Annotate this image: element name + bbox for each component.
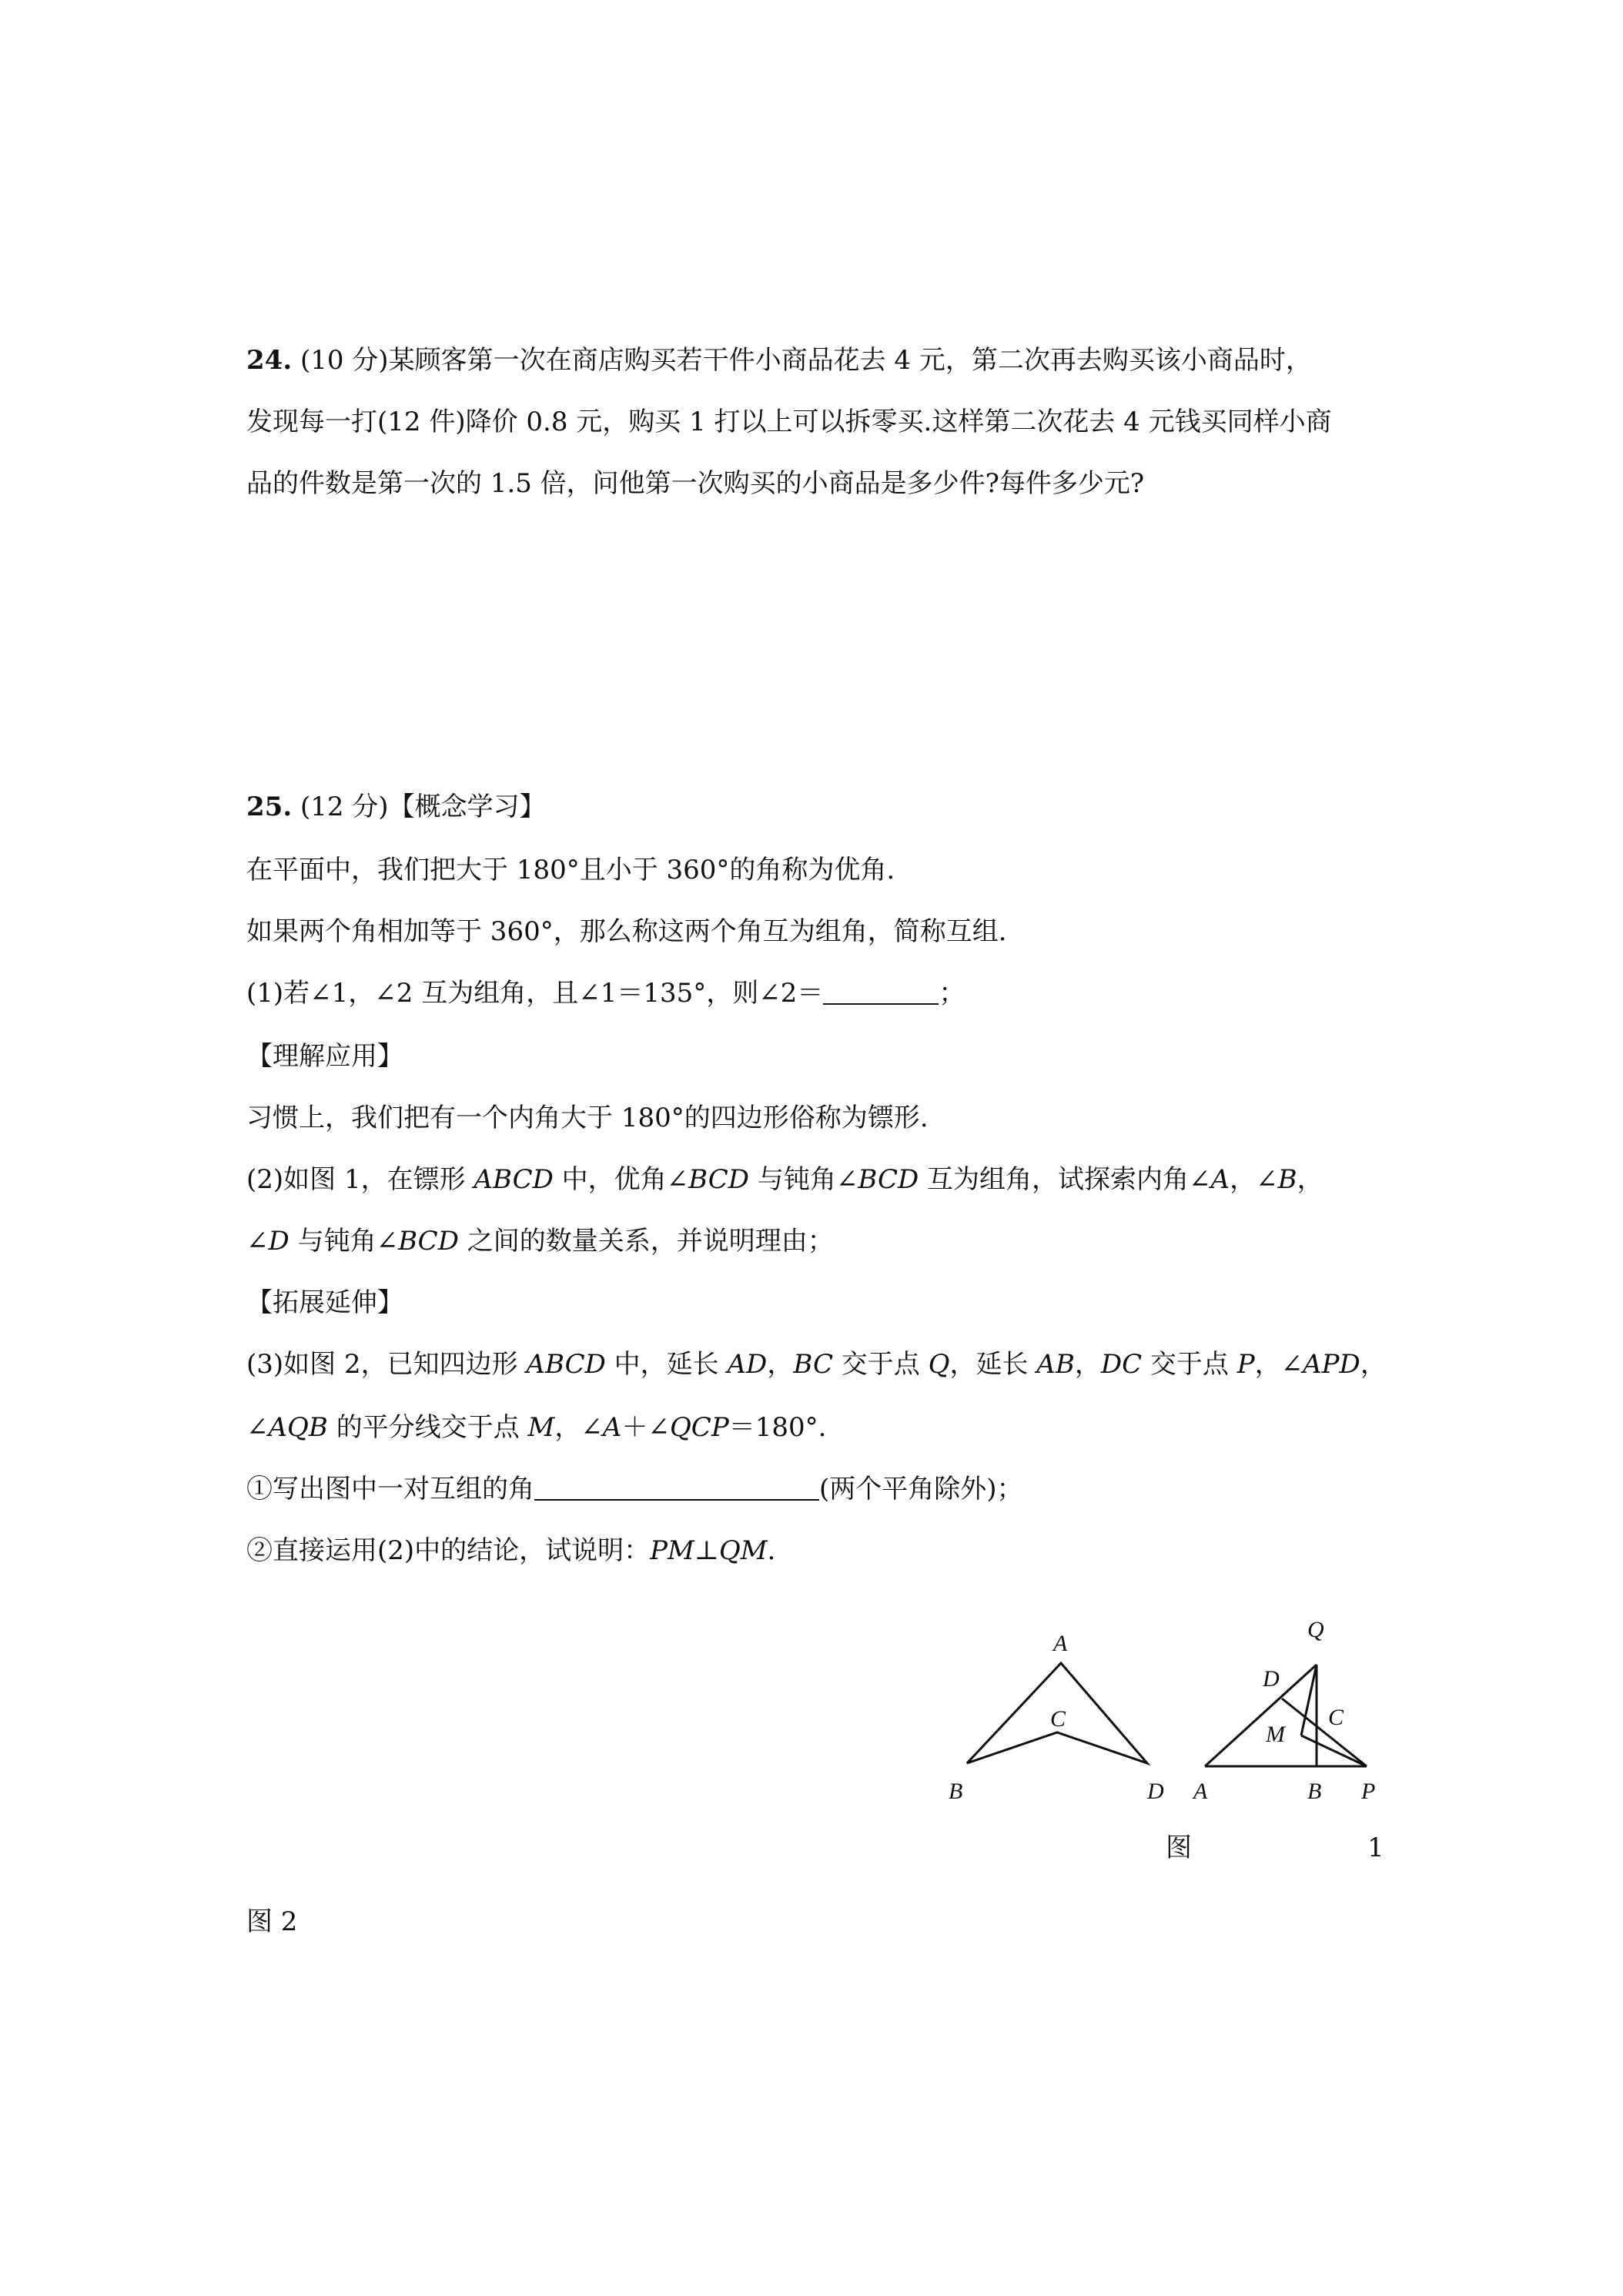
t: 互为组角，试探索内角∠	[919, 1164, 1211, 1195]
t: DC	[1100, 1349, 1143, 1380]
label-c: C	[1050, 1706, 1066, 1732]
t: ，∠	[1230, 1164, 1278, 1195]
t: BC	[793, 1349, 833, 1380]
t: BCD	[858, 1164, 919, 1195]
figure-1	[939, 1609, 1170, 1809]
t: ⊥	[694, 1535, 719, 1566]
t: ②直接运用(2)中的结论，试说明：	[246, 1535, 651, 1566]
t: (3)如图 2，已知四边形	[246, 1349, 527, 1380]
t: Q	[928, 1349, 950, 1380]
figure-caption-word: 图	[1166, 1832, 1192, 1863]
figure-2-caption: 图 2	[246, 1906, 298, 1937]
t: .	[767, 1535, 776, 1566]
line-aq	[1205, 1665, 1317, 1766]
answer-blank-1[interactable]	[823, 980, 939, 1005]
q24-line-2: 发现每一打(12 件)降价 0.8 元，购买 1 打以上可以拆零买.这样第二次花去 4 元钱买同样小商	[246, 407, 1332, 437]
t: 与钝角∠	[749, 1164, 858, 1195]
q25-def-1: 在平面中，我们把大于 180°且小于 360°的角称为优角.	[246, 855, 895, 885]
answer-blank-2[interactable]	[534, 1476, 819, 1501]
t: AQB	[268, 1412, 328, 1443]
t: 交于点	[832, 1349, 929, 1380]
t: AD	[727, 1349, 768, 1380]
t: ，	[1297, 1164, 1323, 1195]
q25-part-1-text: (1)若∠1，∠2 互为组角，且∠1＝135°，则∠2＝	[246, 978, 824, 1009]
q25-sub-2	[246, 1535, 775, 1566]
q25-part-2-line-1	[246, 1164, 1323, 1195]
figure-2	[1178, 1609, 1409, 1809]
t: BCD	[398, 1226, 459, 1257]
label-a: A	[1193, 1779, 1208, 1804]
label-b: B	[949, 1779, 963, 1804]
label-d: D	[1147, 1779, 1164, 1804]
t: QCP	[669, 1412, 729, 1443]
q25-part-3-line-1	[246, 1349, 1387, 1380]
q25-number: 25.	[246, 792, 293, 822]
t: QM	[718, 1535, 768, 1566]
label-q: Q	[1307, 1617, 1324, 1642]
t: ，	[1360, 1349, 1387, 1380]
t: 中，优角∠	[553, 1164, 689, 1195]
line-dp	[1282, 1699, 1367, 1766]
q25-part-1	[246, 978, 965, 1009]
t: ①写出图中一对互组的角	[246, 1474, 534, 1504]
figure-caption-number: 1	[1367, 1832, 1384, 1863]
q24-number: 24.	[246, 345, 293, 376]
label-c: C	[1328, 1705, 1344, 1730]
t: A	[1210, 1164, 1230, 1195]
q25-section-2: 【理解应用】	[246, 1041, 403, 1072]
t: ，	[1074, 1349, 1101, 1380]
t: D	[268, 1226, 289, 1257]
t: A	[602, 1412, 622, 1443]
t: 交于点	[1142, 1349, 1237, 1380]
t: ＋∠	[621, 1412, 670, 1443]
label-d: D	[1263, 1666, 1280, 1692]
q25-sub-1	[246, 1474, 1023, 1504]
t: ，∠	[554, 1412, 603, 1443]
t: ，	[767, 1349, 794, 1380]
t: BCD	[688, 1164, 750, 1195]
t: 与钝角∠	[289, 1226, 399, 1257]
label-p: P	[1361, 1779, 1376, 1804]
label-b: B	[1307, 1779, 1322, 1804]
t: (两个平角除外)；	[819, 1474, 1023, 1504]
t: ABCD	[526, 1349, 606, 1380]
q25-def-2: 如果两个角相加等于 360°，那么称这两个角互为组角，简称互组.	[246, 916, 1007, 947]
t: M	[527, 1412, 555, 1443]
label-a: A	[1053, 1631, 1068, 1656]
t: ∠	[246, 1412, 269, 1443]
t: PM	[650, 1535, 694, 1566]
t: P	[1236, 1349, 1255, 1380]
t: APD	[1303, 1349, 1360, 1380]
q24-line-1	[246, 345, 1312, 376]
t: ，∠	[1254, 1349, 1303, 1380]
t: 的平分线交于点	[327, 1412, 528, 1443]
q25-def-3: 习惯上，我们把有一个内角大于 180°的四边形俗称为镖形.	[246, 1103, 929, 1133]
q25-header	[246, 792, 546, 822]
t: (2)如图 1，在镖形	[246, 1164, 474, 1195]
q25-section-3: 【拓展延伸】	[246, 1287, 403, 1318]
q24-text-1: (10 分)某顾客第一次在商店购买若干件小商品花去 4 元，第二次再去购买该小商品时，	[300, 345, 1312, 376]
t: AB	[1036, 1349, 1075, 1380]
t: B	[1277, 1164, 1297, 1195]
t: 之间的数量关系，并说明理由；	[458, 1226, 834, 1257]
q25-part-3-line-2	[246, 1412, 826, 1443]
t: ABCD	[474, 1164, 554, 1195]
q24-line-3: 品的件数是第一次的 1.5 倍，问他第一次购买的小商品是多少件?每件多少元?	[246, 468, 1145, 499]
t: 中，延长	[605, 1349, 728, 1380]
q25-header-text: (12 分)【概念学习】	[300, 792, 546, 822]
t: ＝180°.	[728, 1412, 827, 1443]
t: ，延长	[949, 1349, 1037, 1380]
t: ∠	[246, 1226, 269, 1257]
label-m: M	[1266, 1722, 1285, 1747]
q25-part-1-suffix: ；	[939, 978, 965, 1009]
q25-part-2-line-2	[246, 1226, 834, 1257]
